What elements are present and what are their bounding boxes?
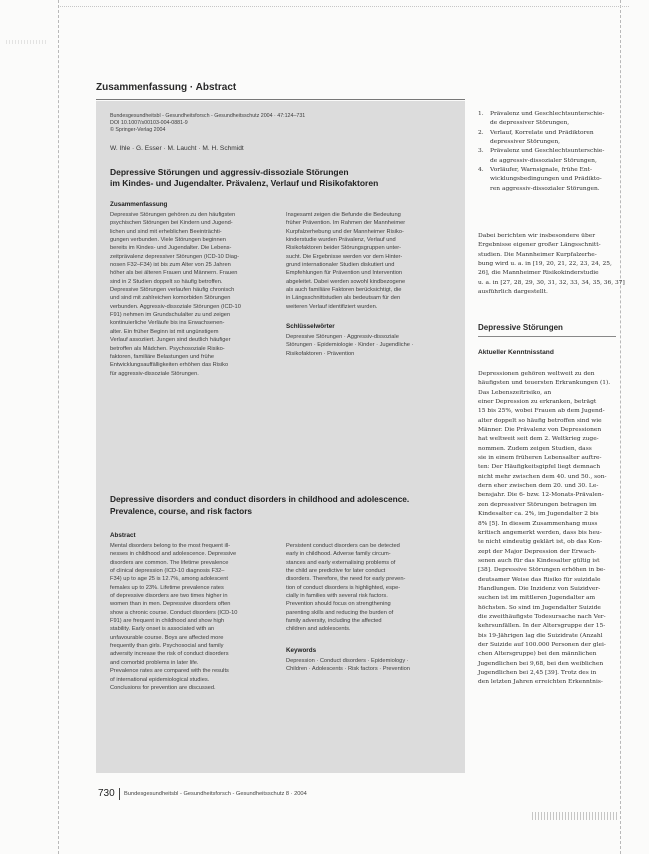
text-line: Kurpfalzerhebung und der Mannheimer Risiko- xyxy=(286,228,404,235)
text-line: höher als bei älteren Frauen und Männern. Frauen xyxy=(110,270,238,277)
german-title-line: Depressive Störungen und aggressiv-dissoziale Störungen xyxy=(110,167,349,177)
scan-right-edge xyxy=(620,0,621,854)
text-line: gungen verbunden. Viele Störungen beginnen xyxy=(110,237,226,244)
text-line: verbunden. Aggressiv-dissoziale Störungen (ICD-10 xyxy=(110,303,241,310)
list-line: Prävalenz und Geschlechtsunterschie- xyxy=(490,148,605,155)
text-line: Conclusions for prevention are discussed. xyxy=(110,684,216,691)
text-line: Prevalence rates are compared with the results xyxy=(110,668,229,675)
text-line: und sind mit zahlreichen komorbiden Störungen xyxy=(110,295,231,302)
text-line: F91) nehmen im Grundschulalter zu und zeigen xyxy=(110,312,231,319)
scan-noise xyxy=(532,812,618,820)
summary-heading: Zusammenfassung xyxy=(110,201,168,208)
keyword-line: Depression · Conduct disorders · Epidemiology · xyxy=(286,658,409,664)
text-line: of clinical depression (ICD-10 diagnosis F32– xyxy=(110,568,225,575)
keywords-de-heading: Schlüsselwörter xyxy=(286,323,335,330)
text-line: dern eher zwischen dem 20. und 30. Le- xyxy=(478,483,599,490)
doi-line: DOI 10.1007/s00103-004-0881-9 xyxy=(110,120,188,126)
text-line: Handlungen. Die Inzidenz von Suizidver- xyxy=(478,585,601,592)
text-line: alter. Ein früher Beginn ist mit ungünstigem xyxy=(110,328,219,335)
text-line: unfavourable course. Boys are affected more xyxy=(110,634,224,641)
text-line: senen auch für das Kindesalter gültig ist xyxy=(478,557,600,564)
text-line: die zweithäufigste Todesursache nach Ver- xyxy=(478,613,606,620)
section-rule xyxy=(96,99,465,100)
text-line: 8% [5]. In diesem Zusammenhang muss xyxy=(478,520,598,527)
keywords-en-heading: Keywords xyxy=(286,647,317,654)
text-line: kehrsunfällen. In der Altersgruppe der 15- xyxy=(478,623,606,630)
list-item xyxy=(478,110,616,129)
text-line: Ergebnisse eigener großer Längsschnitt- xyxy=(478,242,601,249)
english-abstract-col2 xyxy=(286,542,456,634)
section-title: Zusammenfassung · Abstract xyxy=(96,82,237,93)
text-line: 26], die Mannheimer Risikokinderstudie xyxy=(478,270,599,277)
heading-depressive-disorders: Depressive Störungen xyxy=(478,323,563,332)
text-line: Jugendlichen bei 2,45 [39]. Trotz des in xyxy=(478,670,597,676)
text-line: Jugendlichen bei 9,68, bei den weiblichen xyxy=(478,660,604,667)
text-line: Depressive Störungen gehören zu den häufigsten xyxy=(110,212,236,218)
text-line: abgeleitet. Dabei werden sowohl kindbezogene xyxy=(286,278,406,285)
authors: W. Ihle · G. Esser · M. Laucht · M. H. Schmidt xyxy=(110,145,244,152)
text-line: sie in einem früheren Lebensalter auftre- xyxy=(478,455,602,462)
text-line: females up to 23%. Lifetime prevalence rates xyxy=(110,584,224,591)
german-summary-col2 xyxy=(286,211,456,311)
keywords-en xyxy=(286,657,456,674)
text-line: als auch familiäre Faktoren berücksichtigt, die xyxy=(286,287,402,294)
text-line: studien. Die Mannheimer Kurpfalzerhe- xyxy=(478,251,597,258)
text-line: tion of conduct disorders is highlighted, espe- xyxy=(286,584,401,591)
keyword-line: Depressive Störungen · Aggressiv-dissoziale xyxy=(286,334,399,340)
text-line: den letzten Jahren erreichten Erkenntnis- xyxy=(478,679,603,686)
text-line: Depressionen gehören weltweit zu den xyxy=(478,371,595,377)
text-line: F91) are frequent in childhood and show high xyxy=(110,618,225,625)
list-item xyxy=(478,147,616,166)
footer-journal: Bundesgesundheitsbl - Gesundheitsforsch - Gesundheitsschutz 8 · 2004 xyxy=(124,791,307,797)
text-line: früher Prävention. Im Rahmen der Mannheimer xyxy=(286,220,406,227)
list-number: 1. xyxy=(478,111,484,117)
german-summary-col1 xyxy=(110,211,278,378)
scan-noise xyxy=(6,40,46,44)
text-line: Männer. Die Prävalenz von Depressionen xyxy=(478,427,602,434)
text-line: betroffen als Mädchen. Psychosoziale Risiko- xyxy=(110,345,225,352)
list-line: depressiver Störungen, xyxy=(490,139,561,146)
text-line: stances and early externalising problems of xyxy=(286,559,396,566)
text-line: parenting skills and reducing the burden of xyxy=(286,609,394,616)
text-line: Kindesalter ca. 2%, im Jugendalter 2 bis xyxy=(478,511,599,518)
english-title-line: Prevalence, course, and risk factors xyxy=(110,505,253,516)
text-line: suchen ist im mittleren Jugendalter am xyxy=(478,595,596,602)
list-line: Prävalenz und Geschlechtsunterschie- xyxy=(490,111,605,117)
text-line: cially in families with several risk factors. xyxy=(286,593,388,600)
body-text xyxy=(478,370,616,688)
text-line: hat weltweit seit dem 2. Weltkrieg zuge- xyxy=(478,436,599,443)
text-line: bensjahr. Die 6- bzw. 12-Monats-Prävalen- xyxy=(478,492,604,499)
list-number: 2. xyxy=(478,129,484,136)
list-number: 4. xyxy=(478,167,484,174)
list-number: 3. xyxy=(478,148,484,155)
heading-rule xyxy=(478,336,616,337)
list-item xyxy=(478,129,616,148)
text-line: the child are predictive for later conduct xyxy=(286,568,386,575)
text-line: kontinuierliche Verläufe bis ins Erwachsenen- xyxy=(110,320,225,327)
text-line: Insgesamt zeigen die Befunde die Bedeutung xyxy=(286,212,401,218)
english-abstract-col1 xyxy=(110,542,278,692)
text-line: sind in 2 Studien doppelt so häufig betroffen. xyxy=(110,278,223,285)
text-line: Depressive Störungen verlaufen häufig chronisch xyxy=(110,287,235,294)
text-line: Entwicklungsauffälligkeiten erhöhen das Risiko xyxy=(110,362,229,369)
text-line: ten: Der Häufigkeitsgipfel liegt demnach xyxy=(478,464,601,471)
keywords-de xyxy=(286,333,456,358)
text-line: and comorbid problems in later life. xyxy=(110,659,199,666)
text-line: chen Altersgruppe) bei den männlichen xyxy=(478,651,597,658)
keyword-line: Risikofaktoren · Prävention xyxy=(286,350,355,357)
text-line: 15 bis 25%, wobei Frauen ab dem Jugend- xyxy=(478,408,605,415)
text-line: Mental disorders belong to the most frequent ill- xyxy=(110,543,231,549)
copyright-line: © Springer-Verlag 2004 xyxy=(110,127,166,133)
scan-top-edge xyxy=(60,6,629,7)
english-title-line: Depressive disorders and conduct disorders in childhood and adolescence. xyxy=(110,494,410,504)
objectives-list xyxy=(478,110,616,194)
list-line: Verlauf, Korrelate und Prädiktoren xyxy=(490,129,594,136)
text-line: kritisch angemerkt werden, dass bis heu- xyxy=(478,529,602,536)
list-item xyxy=(478,166,616,194)
text-line: women than in men. Depressive disorders often xyxy=(110,601,231,608)
text-line: Empfehlungen für Prävention und Intervention xyxy=(286,270,403,277)
text-line: sucht. Die Ergebnisse werden vor dem Hinter- xyxy=(286,253,403,260)
text-line: nesses in childhood and adolescence. Depressive xyxy=(110,551,237,558)
scan-left-edge xyxy=(58,0,59,854)
text-line: nommen. Zudem zeigen Studien, dass xyxy=(478,445,592,452)
text-line: Persistent conduct disorders can be detected xyxy=(286,543,400,549)
text-line: adversity increase the risk of conduct disorders xyxy=(110,651,229,658)
text-line: Risikofaktoren beider Störungsgruppen unter- xyxy=(286,245,402,252)
page-number: 730 xyxy=(98,788,115,799)
text-line: zeitprävalenz depressiver Störungen (ICD-10 Diag- xyxy=(110,253,239,260)
text-line: bung wird u. a. in [19, 20, 21, 22, 23, 24, 25, xyxy=(478,261,612,268)
journal-line: Bundesgesundheitsbl - Gesundheitsforsch - Gesundheitsschutz 2004 · 47:124–731 xyxy=(110,113,306,119)
text-line: of depressive disorders are two times higher in xyxy=(110,593,228,600)
text-line: u. a. in [27, 28, 29, 30, 31, 32, 33, 34, 35, 36, 37] xyxy=(478,279,625,286)
text-line: frequently than girls. Psychosocial and family xyxy=(110,643,224,650)
text-line: höchsten. So sind im Jugendalter Suizide xyxy=(478,604,601,611)
text-line: häufigsten und teuersten Erkrankungen (1). xyxy=(478,380,611,387)
text-line: lichen und sind mit erheblichen Beeinträchti- xyxy=(110,228,222,235)
text-line: show a chronic course. Conduct disorders (ICD-10 xyxy=(110,609,238,616)
text-line: Das Lebenszeitrisiko, an xyxy=(478,389,552,396)
text-line: of international epidemiological studies. xyxy=(110,676,210,683)
text-line: zept der Major Depression der Erwach- xyxy=(478,548,597,555)
text-line: disorders are common. The lifetime prevalence xyxy=(110,559,229,566)
text-line: nicht mehr zwischen dem 40. und 50., son- xyxy=(478,473,607,480)
text-line: zen depressiver Störungen betragen im xyxy=(478,501,597,508)
text-line: Verlauf assoziiert. Jungen sind deutlich häufiger xyxy=(110,337,231,344)
german-title-line: im Kindes- und Jugendalter. Prävalenz, Verlauf und Risikofaktoren xyxy=(110,178,379,188)
text-line: weiteren Verlauf identifiziert wurden. xyxy=(286,303,378,310)
abstract-heading: Abstract xyxy=(110,532,136,539)
publication-meta xyxy=(110,113,370,134)
text-line: grund internationaler Studien diskutiert und xyxy=(286,262,395,269)
text-line: bereits im Kindes- und Jugendalter. Die Lebens- xyxy=(110,245,232,252)
text-line: te nicht eindeutig geklärt ist, ob das Kon- xyxy=(478,539,603,546)
text-line: psychischen Störungen bei Kindern und Jugend- xyxy=(110,220,233,227)
text-line: der Suizide auf 100.000 Personen der glei- xyxy=(478,641,606,648)
text-line: kinderstudie wurden Prävalenz, Verlauf und xyxy=(286,237,396,244)
german-title xyxy=(110,167,430,189)
text-line: für aggressiv-dissoziale Störungen. xyxy=(110,370,199,377)
text-line: Dabei berichten wir insbesondere über xyxy=(478,233,596,239)
heading-current-knowledge: Aktueller Kenntnisstand xyxy=(478,349,554,356)
text-line: disorders. Therefore, the need for early preven- xyxy=(286,576,406,583)
keyword-line: Children · Adolescents · Risk factors · Prevention xyxy=(286,666,410,673)
text-line: faktoren, familiäre Belastungen und frühe xyxy=(110,353,215,360)
text-line: einer Depression zu erkranken, beträgt xyxy=(478,399,597,406)
keyword-line: Störungen · Epidemiologie · Kinder · Jugendliche · xyxy=(286,342,414,349)
list-line: de depressiver Störungen, xyxy=(490,120,570,127)
text-line: family adversity, including the affected xyxy=(286,618,382,625)
text-line: bis 19-Jährigen lag die Suizidrate (Anzahl xyxy=(478,632,603,639)
text-line: deutsamer Weise das Risiko für suizidale xyxy=(478,576,601,583)
list-line: ren aggressiv-dissozialer Störungen. xyxy=(490,185,600,192)
intro-paragraph xyxy=(478,232,625,297)
text-line: early in childhood. Adverse family circum- xyxy=(286,551,391,558)
text-line: ausführlich dargestellt. xyxy=(478,289,548,296)
list-line: de aggressiv-dissozialer Störungen, xyxy=(490,157,597,164)
text-line: F34) up to age 25 is 12.7%, among adolescent xyxy=(110,576,228,583)
footer-divider xyxy=(119,788,120,800)
text-line: nosen F32–F34) ist bis zum Alter von 25 Jahren xyxy=(110,262,231,269)
list-line: wicklungsbedingungen und Prädikto- xyxy=(490,176,602,183)
text-line: children and adolescents. xyxy=(286,626,351,633)
text-line: [38]. Depressive Störungen erhöhen in be- xyxy=(478,567,606,574)
text-line: stability. Early onset is associated with an xyxy=(110,626,215,633)
text-line: in Längsschnittstudien als bedeutsam für den xyxy=(286,295,401,302)
english-title xyxy=(110,494,455,517)
text-line: Prevention should focus on strengthening xyxy=(286,601,391,608)
list-line: Vorläufer, Warnsignale, frühe Ent- xyxy=(490,167,592,174)
text-line: alter doppelt so häufig betroffen sind wie xyxy=(478,417,602,424)
